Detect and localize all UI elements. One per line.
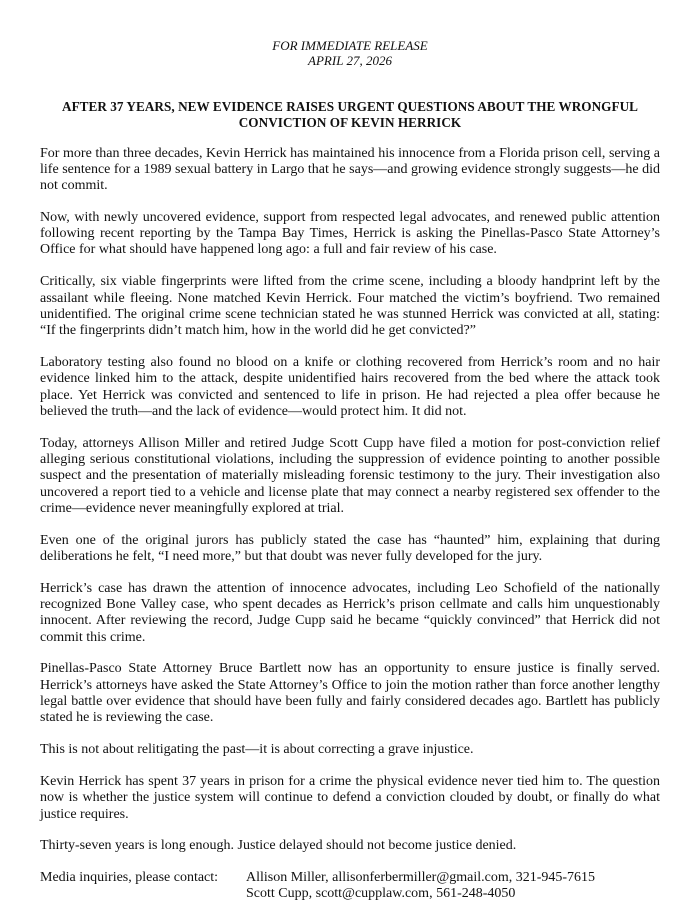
contact-scott-cupp: Scott Cupp, scott@cupplaw.com, 561-248-4050 [246,885,516,901]
headline: AFTER 37 YEARS, NEW EVIDENCE RAISES URGENT QUESTIONS ABOUT THE WRONGFUL CONVICTION OF KEVIN HERRICK [62,99,638,130]
paragraph-injustice: This is not about relitigating the past—it is about correcting a grave injustice. [40,742,474,758]
media-contacts-list [246,870,660,903]
paragraph-fingerprints: Critically, six viable fingerprints were lifted from the crime scene, including a bloody handprint left by the assailant while fleeing. None matched Kevin Herrick. Four matched the victim’s boyfriend. Two remained unidentified. The original crime scene technician stated he was stunned Herrick was convicted at all, stating: “If the fingerprints didn’t match him, how in the world did he get convicted?” [40,274,660,339]
paragraph-closing: Thirty-seven years is long enough. Justice delayed should not become justice denied. [40,838,517,854]
release-date: APRIL 27, 2026 [308,53,392,68]
media-contacts-label: Media inquiries, please contact: [40,869,219,885]
release-label: FOR IMMEDIATE RELEASE [272,38,428,53]
press-release-page [40,38,660,902]
paragraph-motion: Today, attorneys Allison Miller and retired Judge Scott Cupp have filed a motion for post-conviction relief alleging serious constitutional violations, including the suppression of evidence pointing to another possible suspect and the presentation of materially misleading forensic testimony to the jury. Their investigation also uncovered a report tied to a vehicle and license plate that may connect a nearby registered sex offender to the crime—evidence never meaningfully explored at trial. [40,435,660,516]
contact-allison-miller: Allison Miller, allisonferbermiller@gmail.com, 321-945-7615 [246,869,596,885]
paragraph-question: Kevin Herrick has spent 37 years in prison for a crime the physical evidence never tied him to. The question now is whether the justice system will continue to defend a conviction clouded by doubt, or finally do what justice requires. [40,773,660,822]
paragraph-advocates: Herrick’s case has drawn the attention of innocence advocates, including Leo Schofield of the nationally recognized Bone Valley case, who spent decades as Herrick’s prison cellmate and calls him unquestionably innocent. After reviewing the record, Judge Cupp said he became “quickly convinced” that Herrick did not commit this crime. [40,580,660,645]
paragraph-new-evidence: Now, with newly uncovered evidence, support from respected legal advocates, and renewed public attention following recent reporting by the Tampa Bay Times, Herrick is asking the Pinellas-Pasco State Attorney’s Office for what should have happened long ago: a full and fair review of his case. [40,209,660,258]
paragraph-juror: Even one of the original jurors has publicly stated the case has “haunted” him, explaining that during deliberations he felt, “I need more,” but that doubt was never fully developed for the jury. [40,532,660,564]
paragraph-state-attorney: Pinellas-Pasco State Attorney Bruce Bartlett now has an opportunity to ensure justice is finally served. Herrick’s attorneys have asked the State Attorney’s Office to join the motion rather than force another lengthy legal battle over evidence that should have been fully and fairly considered decades ago. Bartlett has publicly stated he is reviewing the case. [40,661,660,726]
media-contacts [40,870,660,903]
paragraph-laboratory: Laboratory testing also found no blood on a knife or clothing recovered from Herrick’s room and no hair evidence linked him to the attack, despite unidentified hairs recovered from the bed where the attack took place. Yet Herrick was convicted and sentenced to life in prison. He had rejected a plea offer because he believed the truth—and the lack of evidence—would protect him. It did not. [40,354,660,419]
paragraph-intro: For more than three decades, Kevin Herrick has maintained his innocence from a Florida prison cell, serving a life sentence for a 1989 sexual battery in Largo that he says—and growing evidence strongly suggests—he did not commit. [40,145,660,194]
